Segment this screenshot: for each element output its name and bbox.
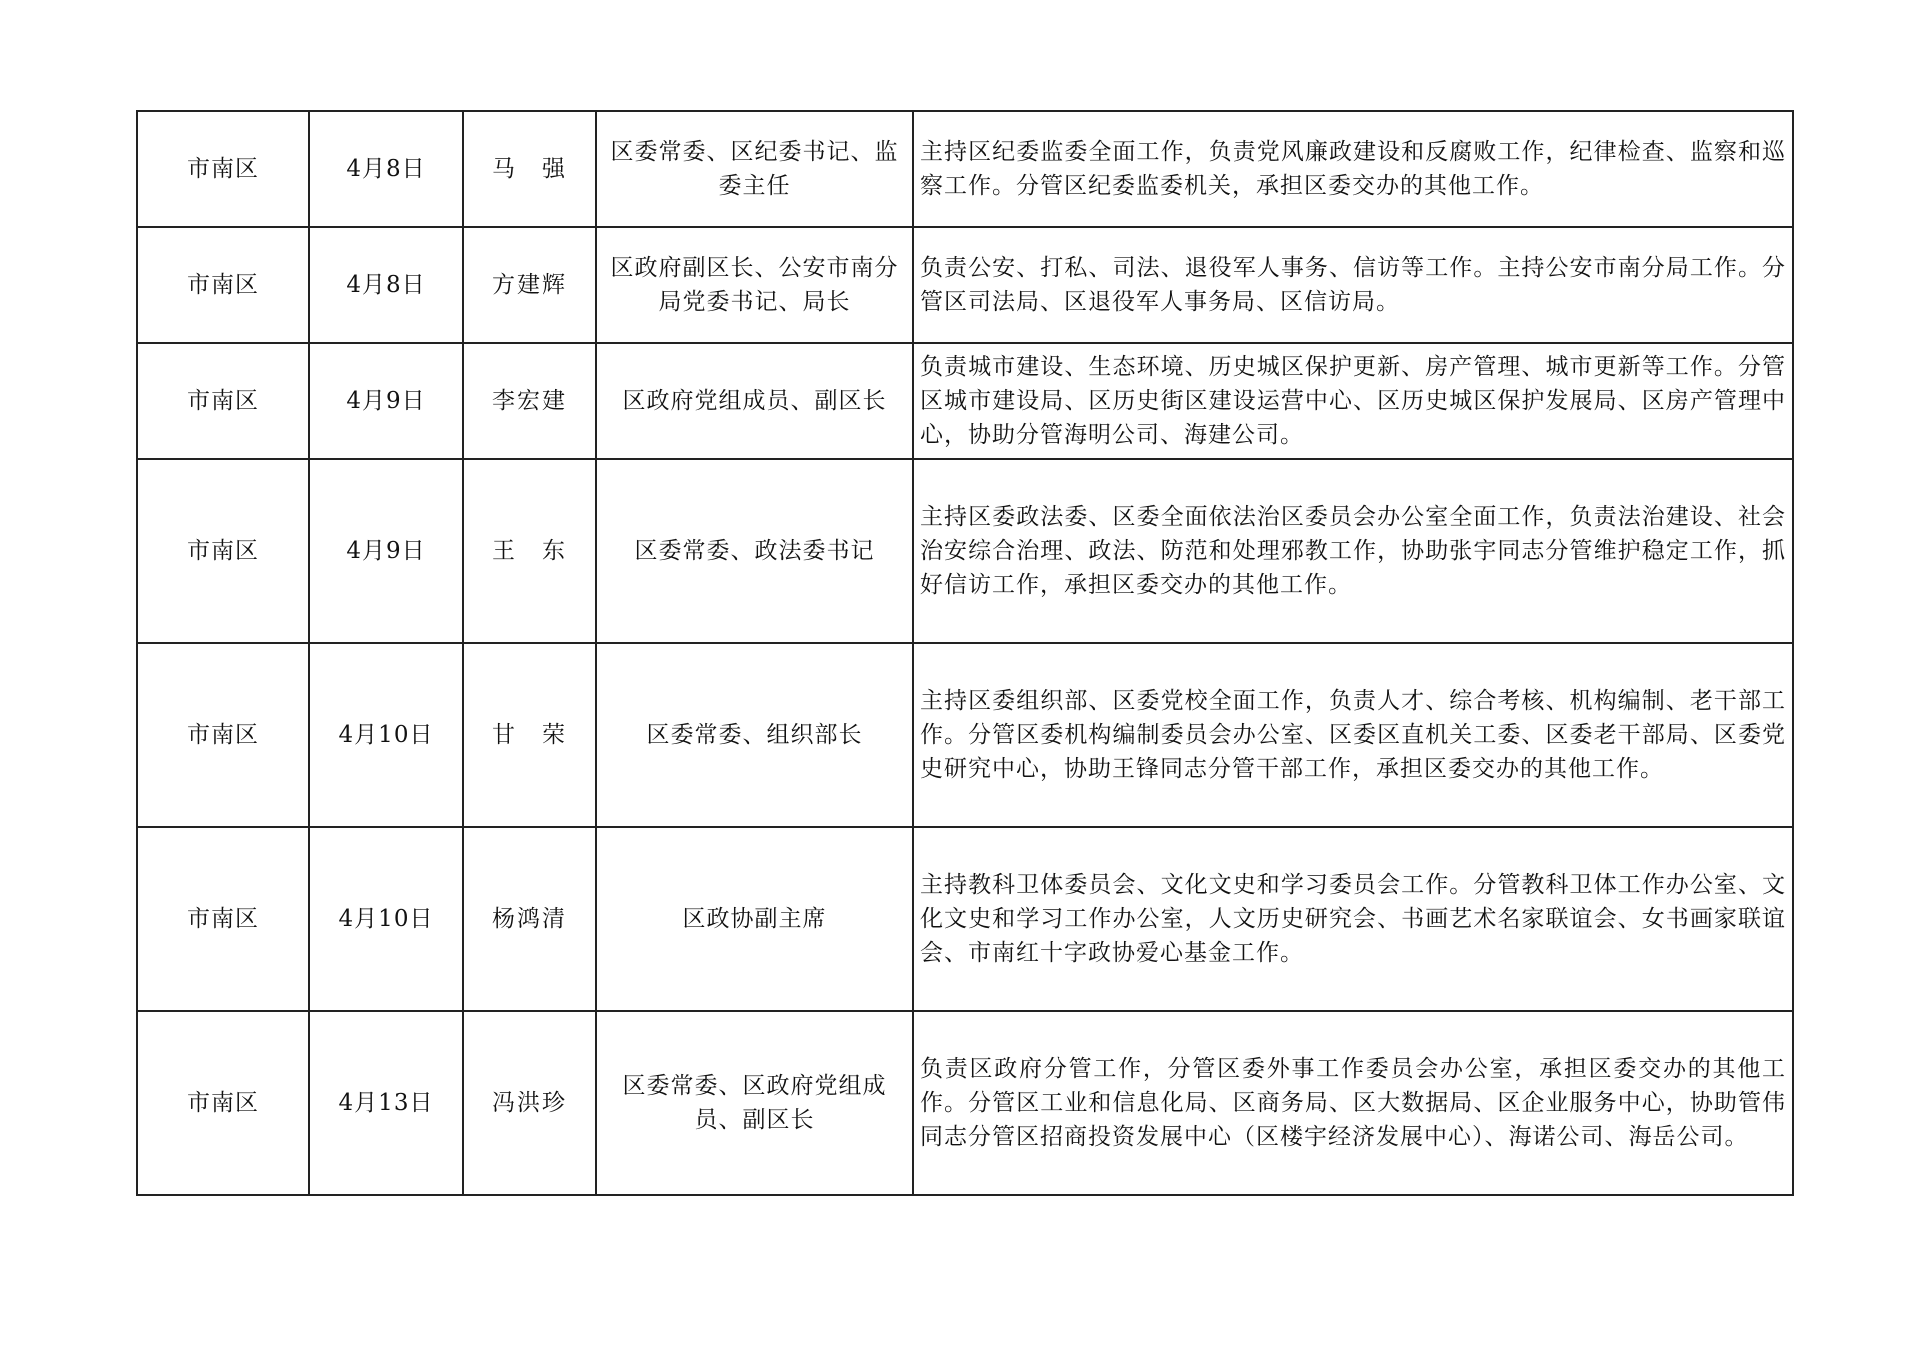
- officials-table: [136, 110, 1794, 1196]
- position-cell: 区委常委、区政府党组成员、副区长: [596, 1011, 913, 1195]
- duties-cell: 负责区政府分管工作，分管区委外事工作委员会办公室，承担区委交办的其他工作。分管区工业和信息化局、区商务局、区大数据局、区企业服务中心，协助管伟同志分管区招商投资发展中心（区楼宇经济发展中心）、海诺公司、海岳公司。: [913, 1011, 1793, 1195]
- date-cell: 4月9日: [309, 459, 463, 643]
- position-cell: 区委常委、区纪委书记、监委主任: [596, 111, 913, 227]
- table-row: [137, 827, 1793, 1011]
- duties-cell: 主持教科卫体委员会、文化文史和学习委员会工作。分管教科卫体工作办公室、文化文史和学习工作办公室，人文历史研究会、书画艺术名家联谊会、女书画家联谊会、市南红十字政协爱心基金工作。: [913, 827, 1793, 1011]
- name-cell: 冯洪珍: [463, 1011, 596, 1195]
- name-cell: 李宏建: [463, 343, 596, 459]
- duties-cell: 主持区纪委监委全面工作，负责党风廉政建设和反腐败工作，纪律检查、监察和巡察工作。分管区纪委监委机关，承担区委交办的其他工作。: [913, 111, 1793, 227]
- district-cell: 市南区: [137, 343, 309, 459]
- table-row: [137, 643, 1793, 827]
- name-cell: 杨鸿清: [463, 827, 596, 1011]
- district-cell: 市南区: [137, 827, 309, 1011]
- district-cell: 市南区: [137, 1011, 309, 1195]
- district-cell: 市南区: [137, 643, 309, 827]
- duties-cell: 负责城市建设、生态环境、历史城区保护更新、房产管理、城市更新等工作。分管区城市建设局、区历史街区建设运营中心、区历史城区保护发展局、区房产管理中心，协助分管海明公司、海建公司。: [913, 343, 1793, 459]
- date-cell: 4月13日: [309, 1011, 463, 1195]
- table-row: [137, 343, 1793, 459]
- district-cell: 市南区: [137, 111, 309, 227]
- date-cell: 4月10日: [309, 827, 463, 1011]
- position-cell: 区政府党组成员、副区长: [596, 343, 913, 459]
- district-cell: 市南区: [137, 459, 309, 643]
- table-row: [137, 227, 1793, 343]
- position-cell: 区委常委、组织部长: [596, 643, 913, 827]
- table-row: [137, 459, 1793, 643]
- table-row: [137, 1011, 1793, 1195]
- position-cell: 区政协副主席: [596, 827, 913, 1011]
- date-cell: 4月9日: [309, 343, 463, 459]
- district-cell: 市南区: [137, 227, 309, 343]
- table-row: [137, 111, 1793, 227]
- duties-cell: 主持区委政法委、区委全面依法治区委员会办公室全面工作，负责法治建设、社会治安综合治理、政法、防范和处理邪教工作，协助张宇同志分管维护稳定工作，抓好信访工作，承担区委交办的其他工作。: [913, 459, 1793, 643]
- duties-cell: 负责公安、打私、司法、退役军人事务、信访等工作。主持公安市南分局工作。分管区司法局、区退役军人事务局、区信访局。: [913, 227, 1793, 343]
- date-cell: 4月8日: [309, 227, 463, 343]
- duties-cell: 主持区委组织部、区委党校全面工作，负责人才、综合考核、机构编制、老干部工作。分管区委机构编制委员会办公室、区委区直机关工委、区委老干部局、区委党史研究中心，协助王锋同志分管干部工作，承担区委交办的其他工作。: [913, 643, 1793, 827]
- date-cell: 4月8日: [309, 111, 463, 227]
- position-cell: 区委常委、政法委书记: [596, 459, 913, 643]
- position-cell: 区政府副区长、公安市南分局党委书记、局长: [596, 227, 913, 343]
- date-cell: 4月10日: [309, 643, 463, 827]
- name-cell: 方建辉: [463, 227, 596, 343]
- name-cell: 王 东: [463, 459, 596, 643]
- name-cell: 马 强: [463, 111, 596, 227]
- name-cell: 甘 荣: [463, 643, 596, 827]
